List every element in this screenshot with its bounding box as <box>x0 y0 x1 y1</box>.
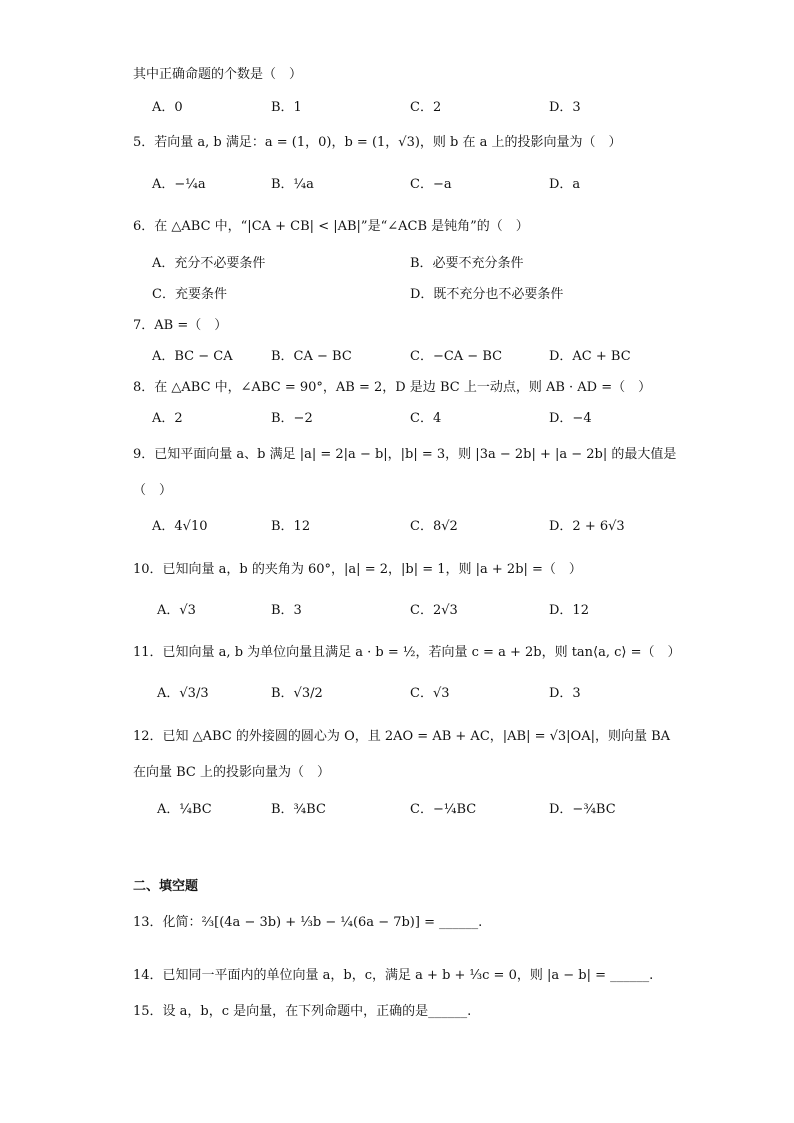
q4-tail: 其中正确命题的个数是（ ） <box>133 67 303 82</box>
q9-stem: 9．已知平面向量 a、b 满足 |a| = 2|a − b|，|b| = 3，则 |3a − 2b| + |a − 2b| 的最大值是 <box>133 447 677 462</box>
q8-stem: 8．在 △ABC 中，∠ABC = 90°，AB = 2，D 是边 BC 上一动点，则 AB · AD =（ ） <box>133 380 652 395</box>
q11-option-c: C．√3 <box>410 686 450 701</box>
q15-stem: 15．设 a，b，c 是向量，在下列命题中，正确的是______. <box>133 1004 472 1019</box>
q8-option-a: A．2 <box>152 411 183 426</box>
q10-option-d: D．12 <box>549 603 589 618</box>
q10-stem: 10．已知向量 a，b 的夹角为 60°，|a| = 2，|b| = 1，则 |a + 2b| =（ ） <box>133 562 582 577</box>
q14-stem: 14．已知同一平面内的单位向量 a，b，c，满足 a + b + ⅓c = 0，则 |a − b| = ______. <box>133 968 654 983</box>
q4-option-c: C．2 <box>410 100 442 115</box>
q6-option-d: D．既不充分也不必要条件 <box>410 287 564 302</box>
q7-option-d: D．AC + BC <box>549 349 631 364</box>
q5-option-c: C．−a <box>410 177 452 192</box>
q9-option-d: D．2 + 6√3 <box>549 519 625 534</box>
q12-option-d: D．−¾BC <box>549 802 616 817</box>
q9-stem-continued: （ ） <box>133 483 173 498</box>
q5-option-d: D．a <box>549 177 581 192</box>
q8-option-b: B．−2 <box>271 411 313 426</box>
q9-option-b: B．12 <box>271 519 311 534</box>
q9-option-c: C．8√2 <box>410 519 458 534</box>
q11-stem: 11．已知向量 a, b 为单位向量且满足 a · b = ½，若向量 c = a + 2b，则 tan⟨a, c⟩ =（ ） <box>133 645 681 660</box>
q12-option-a: A．¼BC <box>157 802 212 817</box>
q8-option-d: D．−4 <box>549 411 592 426</box>
q10-option-c: C．2√3 <box>410 603 458 618</box>
q7-option-c: C．−CA − BC <box>410 349 503 364</box>
q7-stem: 7．AB =（ ） <box>133 318 228 333</box>
q6-option-a: A．充分不必要条件 <box>152 256 266 271</box>
q9-option-a: A．4√10 <box>152 519 208 534</box>
q4-option-b: B．1 <box>271 100 302 115</box>
q4-option-a: A．0 <box>152 100 183 115</box>
q11-option-b: B．√3/2 <box>271 686 323 701</box>
q6-option-c: C．充要条件 <box>152 287 227 302</box>
q10-option-a: A．√3 <box>157 603 196 618</box>
q12-option-b: B．¾BC <box>271 802 326 817</box>
q11-option-a: A．√3/3 <box>157 686 209 701</box>
q4-option-d: D．3 <box>549 100 581 115</box>
q6-option-b: B．必要不充分条件 <box>410 256 524 271</box>
q7-option-b: B．CA − BC <box>271 349 352 364</box>
q5-stem: 5．若向量 a, b 满足：a = (1，0)，b = (1，√3)，则 b 在 a 上的投影向量为（ ） <box>133 135 622 150</box>
q7-option-a: A．BC − CA <box>152 349 233 364</box>
q11-option-d: D．3 <box>549 686 581 701</box>
q8-option-c: C．4 <box>410 411 442 426</box>
q12-option-c: C．−¼BC <box>410 802 477 817</box>
q5-option-b: B．¼a <box>271 177 314 192</box>
section-title-fill-in: 二、填空题 <box>133 879 199 894</box>
q13-stem: 13．化简：⅔[(4a − 3b) + ⅓b − ¼(6a − 7b)] = ______. <box>133 915 483 930</box>
q5-option-a: A．−¼a <box>152 177 206 192</box>
q10-option-b: B．3 <box>271 603 302 618</box>
q12-stem-continued: 在向量 BC 上的投影向量为（ ） <box>133 765 331 780</box>
q6-stem: 6．在 △ABC 中，“|CA + CB| < |AB|”是“∠ACB 是钝角”的（ ） <box>133 219 529 234</box>
q12-stem: 12．已知 △ABC 的外接圆的圆心为 O，且 2AO = AB + AC，|AB| = √3|OA|，则向量 BA <box>133 729 671 744</box>
